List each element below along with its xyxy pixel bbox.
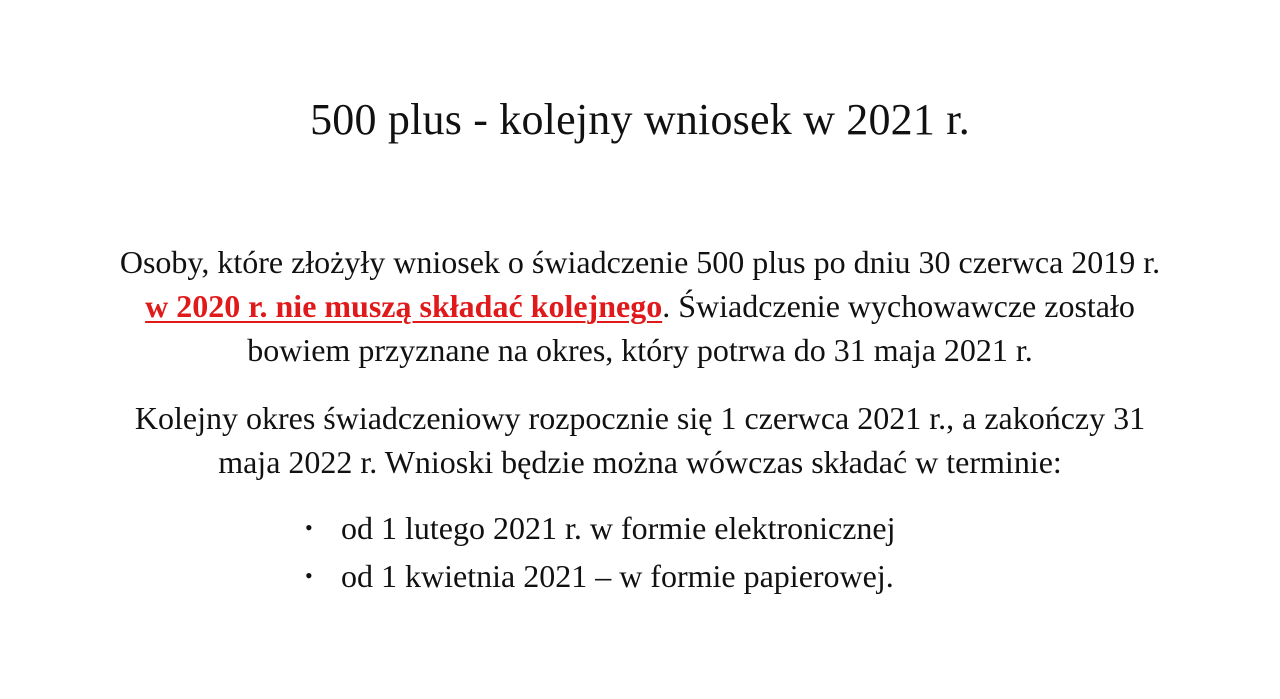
paragraph-eligibility	[20, 240, 1260, 372]
list-item	[305, 506, 896, 554]
list-item	[305, 554, 896, 602]
bullet-icon: •	[305, 563, 313, 588]
paragraph-line: bowiem przyznane na okres, który potrwa do 31 maja 2021 r.	[247, 332, 1033, 368]
paragraph-line	[20, 284, 1260, 328]
paragraph-next-period	[20, 396, 1260, 484]
paragraph-line: Osoby, które złożyły wniosek o świadczenie 500 plus po dniu 30 czerwca 2019 r.	[119, 244, 1161, 280]
bullet-icon: •	[305, 515, 313, 540]
list-item-text: od 1 kwietnia 2021 – w formie papierowej.	[341, 558, 894, 594]
document-title: 500 plus - kolejny wniosek w 2021 r.	[310, 95, 970, 144]
emphasis-text: w 2020 r. nie muszą składać kolejnego	[145, 288, 663, 324]
paragraph-line: Kolejny okres świadczeniowy rozpocznie się 1 czerwca 2021 r., a zakończy 31	[134, 400, 1146, 436]
paragraph-line: maja 2022 r. Wnioski będzie można wówczas składać w terminie:	[218, 444, 1062, 480]
paragraph-line-rest: . Świadczenie wychowawcze zostało	[662, 288, 1135, 324]
deadline-list	[305, 506, 896, 602]
list-item-text: od 1 lutego 2021 r. w formie elektronicznej	[341, 510, 896, 546]
